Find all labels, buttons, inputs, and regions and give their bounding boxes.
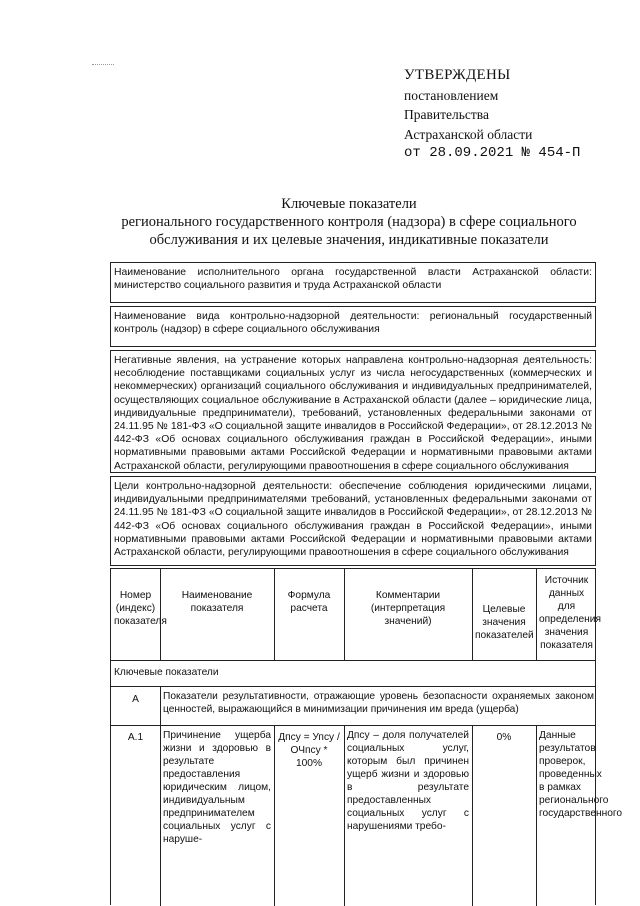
row-divider	[111, 725, 595, 726]
row-comments: Дпсу – доля получателей социальных услуг, которым был причинен ущерб жизни и здоровью в результате предоставленных социальных услуг с нарушениями требо-	[347, 730, 469, 832]
approval-stamp	[404, 66, 580, 164]
header-source: Источник данных для определения значения показателя	[539, 575, 602, 651]
row-target: 0%	[496, 732, 512, 743]
approval-line-3: Астраханской области	[404, 126, 533, 142]
row-divider	[111, 660, 595, 661]
negative-phenomena-section: Негативные явления, на устранение которых направлена контрольно-надзорная деятельность: несоблюдение поставщиками социальных услуг из числа негосударственных (коммерческих и некоммерческих) организаций социального обслуживания и индивидуальных предпринимателей, осуществляющих социальное обслуживание в Астраханской области (далее – юридические лица, индивидуальные предприниматели), требований, установленных федеральными законами от 24.11.95 № 181-ФЗ «О социальной защите инвалидов в Российской Федерации», от 28.12.2013 № 442-ФЗ «Об основах социального обслуживания граждан в Российской Федерации», иными нормативными правовыми актами Российской Федерации и нормативными правовыми актами Астраханской области, регулирующими правоотношения в сфере социального обслуживания	[110, 350, 596, 473]
control-type-section: Наименование вида контрольно-надзорной деятельности: региональный государственный контроль (надзор) в сфере социального обслуживания	[110, 306, 596, 347]
title-line-2: регионального государственного контроля (надзора) в сфере социального	[121, 214, 577, 230]
approval-heading: УТВЕРЖДЕНЫ	[404, 67, 511, 83]
approval-date-line: от 28.09.2021 № 454-П	[404, 145, 581, 161]
approval-line-1: постановлением	[404, 87, 499, 103]
header-comments: Комментарии (интерпретация значений)	[370, 590, 446, 627]
row-formula: Дпсу = Упсу / ОЧпсу * 100%	[278, 732, 340, 769]
row-index: А.1	[127, 732, 144, 743]
group-index: А	[132, 694, 139, 705]
group-text: Показатели результативности, отражающие уровень безопасности охраняемых законом ценностей, выражающийся в минимизации причинения им вреда (ущерба)	[163, 691, 594, 715]
goals-section: Цели контрольно-надзорной деятельности: обеспечение соблюдения юридическими лицами, индивидуальными предпринимателями требований, установленных федеральными законами от 24.11.95 № 181-ФЗ «О социальной защите инвалидов в Российской Федерации», от 28.12.2013 № 442-ФЗ «Об основах социального обслуживания граждан в Российской Федерации», иными нормативными правовыми актами Российской Федерации и нормативными правовыми актами Астраханской области, регулирующими правоотношения в сфере социального обслуживания	[110, 476, 596, 566]
title-line-3: обслуживания и их целевые значения, индикативные показатели	[149, 232, 549, 248]
col-divider	[472, 725, 473, 906]
header-number: Номер (индекс) показателя	[114, 590, 167, 627]
header-formula: Формула расчета	[287, 590, 331, 614]
indicators-table	[110, 568, 623, 905]
row-divider	[111, 686, 595, 687]
row-name: Причинение ущерба жизни и здоровью в результате предоставления юридическим лицом, индивидуальным предпринимателем социальных услуг с наруше-	[163, 730, 271, 845]
scan-artifact	[92, 64, 114, 67]
header-name: Наименование показателя	[181, 590, 253, 614]
title-line-1: Ключевые показатели	[281, 196, 417, 212]
row-source: Данные результатов проверок, проведенных в рамках регионального государственного	[539, 730, 623, 819]
header-target: Целевые значения показателей	[475, 604, 534, 641]
approval-line-2: Правительства	[404, 107, 489, 122]
document-title	[110, 195, 588, 249]
executive-body-section: Наименование исполнительного органа государственной власти Астраханской области: министерство социального развития и труда Астраханской области	[110, 262, 596, 303]
key-indicators-label: Ключевые показатели	[114, 667, 219, 678]
